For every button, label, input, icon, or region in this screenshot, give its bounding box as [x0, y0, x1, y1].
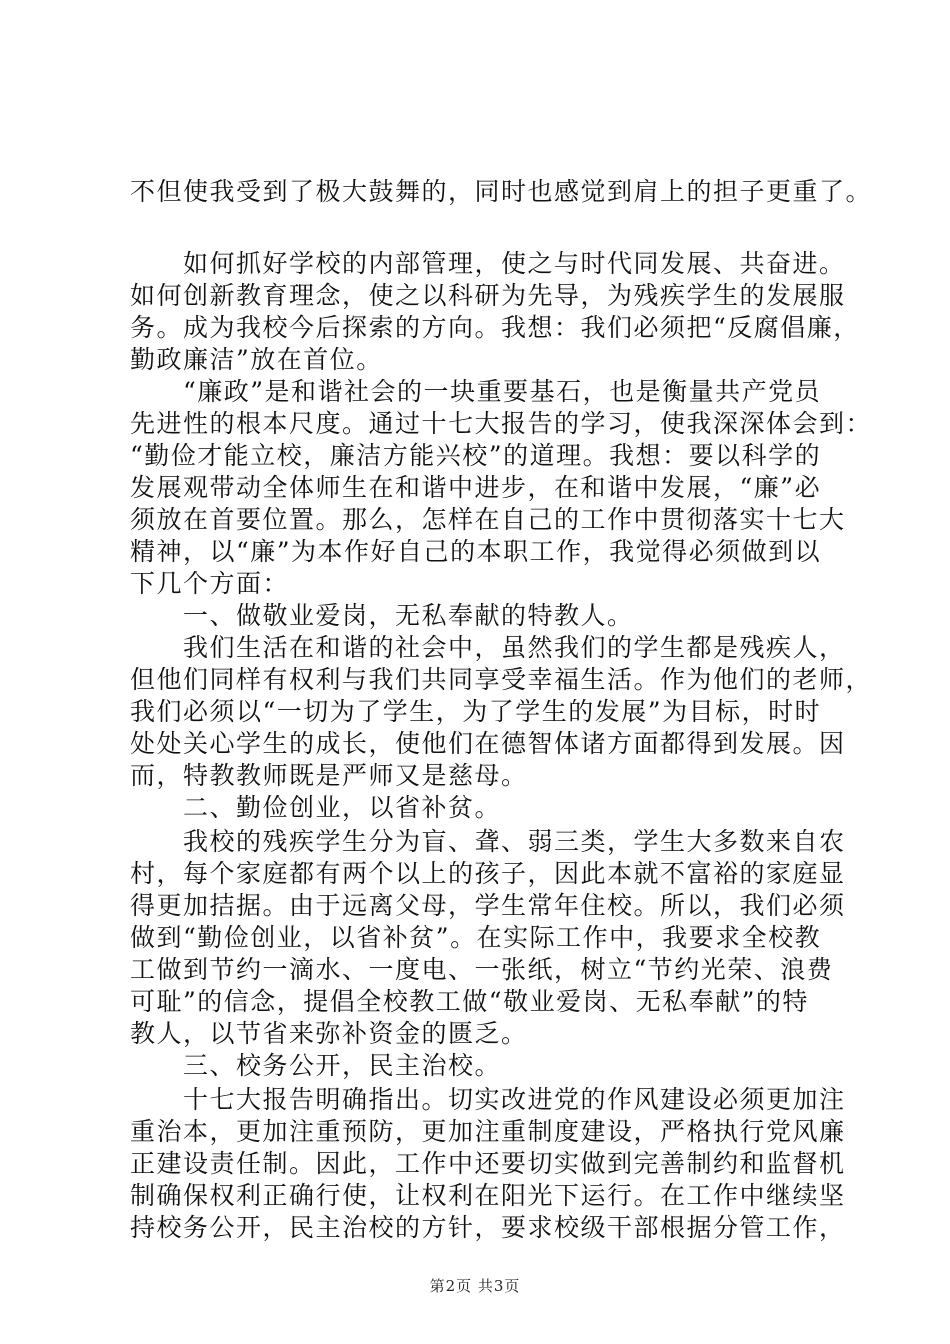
paragraph-line: 我校的残疾学生分为盲、聋、弱三类，学生大多数来自农: [130, 827, 846, 856]
paragraph-line: 我们必须以“一切为了学生，为了学生的发展”为目标，时时: [130, 697, 822, 726]
paragraph-line: 但他们同样有权利与我们共同享受幸福生活。作为他们的老师，: [130, 665, 873, 694]
paragraph-line: 如何创新教育理念，使之以科研为先导，为残疾学生的发展服: [130, 281, 846, 310]
paragraph-line: 务。成为我校今后探索的方向。我想：我们必须把“反腐倡廉，: [130, 313, 860, 342]
paragraph-line: 我们生活在和谐的社会中，虽然我们的学生都是残疾人，: [130, 633, 846, 662]
paragraph-line: 发展观带动全体师生在和谐中进步，在和谐中发展，“廉”必: [130, 473, 822, 502]
paragraph-line: 重治本，更加注重预防，更加注重制度建设，严格执行党风廉: [130, 1117, 846, 1146]
paragraph-line: 二、勤俭创业，以省补贫。: [130, 793, 502, 822]
paragraph-line: 须放在首要位置。那么，怎样在自己的工作中贯彻落实十七大: [130, 505, 846, 534]
paragraph-line: 做到“勤俭创业，以省补贫”。在实际工作中，我要求全校教: [130, 923, 822, 952]
paragraph-line: “勤俭才能立校，廉洁方能兴校”的道理。我想：要以科学的: [130, 441, 822, 470]
paragraph-line: 勤政廉洁”放在首位。: [130, 345, 383, 374]
paragraph-line: 得更加拮据。由于远离父母，学生常年住校。所以，我们必须: [130, 891, 846, 920]
paragraph-line: 制确保权利正确行使，让权利在阳光下运行。在工作中继续坚: [130, 1181, 846, 1210]
paragraph-line: 精神，以“廉”为本作好自己的本职工作，我觉得必须做到以: [130, 537, 822, 566]
paragraph-line: 如何抓好学校的内部管理，使之与时代同发展、共奋进。: [130, 249, 846, 278]
paragraph-line: 教人，以节省来弥补资金的匮乏。: [130, 1019, 528, 1048]
paragraph-line: 可耻”的信念，提倡全校教工做“敬业爱岗、无私奉献”的特: [130, 987, 809, 1016]
paragraph-line: 先进性的根本尺度。通过十七大报告的学习，使我深深体会到：: [130, 409, 873, 438]
paragraph-line: 持校务公开，民主治校的方针，要求校级干部根据分管工作，: [130, 1213, 846, 1242]
paragraph-line: 村，每个家庭都有两个以上的孩子，因此本就不富裕的家庭显: [130, 859, 846, 888]
paragraph-line: 正建设责任制。因此，工作中还要切实做到完善制约和监督机: [130, 1149, 846, 1178]
page-footer: 第2页 共3页: [429, 1277, 521, 1295]
paragraph-line: 工做到节约一滴水、一度电、一张纸，树立“节约光荣、浪费: [130, 955, 834, 984]
paragraph-line: 而，特教教师既是严师又是慈母。: [130, 761, 528, 790]
paragraph-line: 一、做敬业爱岗，无私奉献的特教人。: [130, 601, 634, 630]
paragraph-line: “廉政”是和谐社会的一块重要基石，也是衡量共产党员: [130, 377, 822, 406]
paragraph-line: 下几个方面：: [130, 569, 290, 598]
paragraph-line: 不但使我受到了极大鼓舞的，同时也感觉到肩上的担子更重了。: [130, 177, 873, 206]
paragraph-line: 三、校务公开，民主治校。: [130, 1051, 502, 1080]
paragraph-line: 十七大报告明确指出。切实改进党的作风建设必须更加注: [130, 1085, 846, 1114]
paragraph-line: 处处关心学生的成长，使他们在德智体诸方面都得到发展。因: [130, 729, 846, 758]
